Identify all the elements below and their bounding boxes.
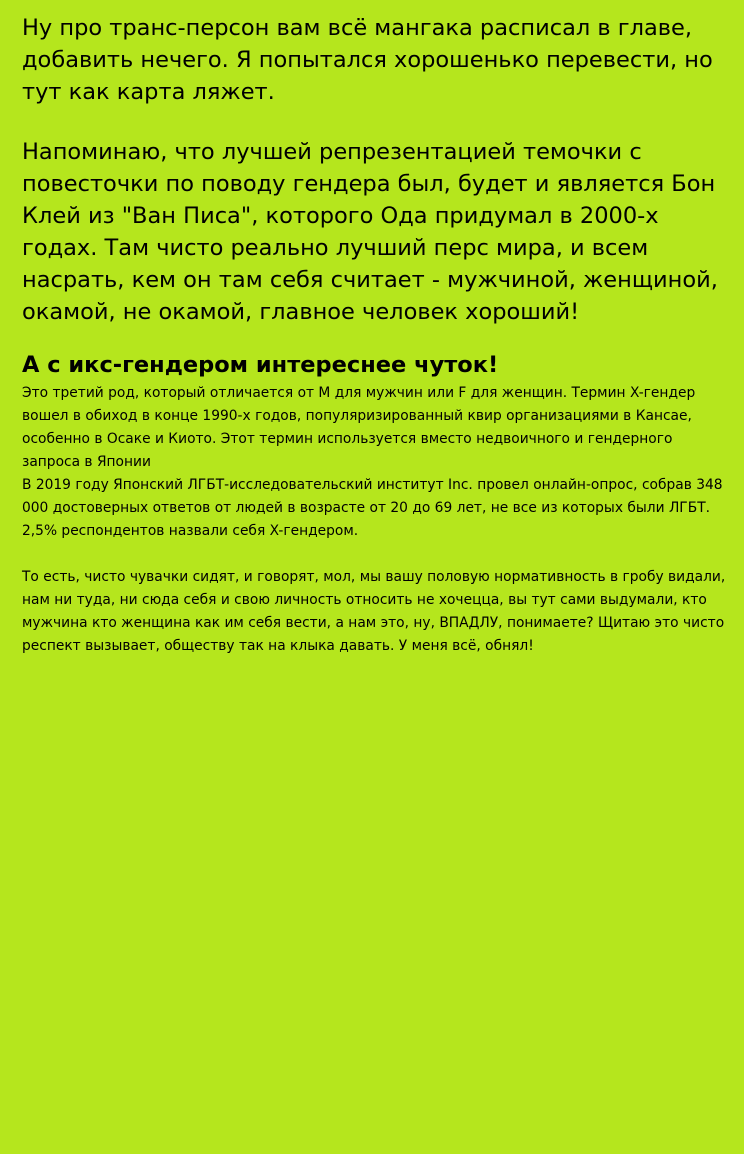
survey-paragraph: В 2019 году Японский ЛГБТ-исследовательский институт Inc. провел онлайн-опрос, собрав 348 000 достоверных ответов от людей в возрасте от 20 до 69 лет, не все из которых были ЛГБТ. 2,5% респондентов назвали себя X-гендером. bbox=[22, 477, 723, 539]
intro-paragraph: Ну про транс-персон вам всё мангака расписал в главе, добавить нечего. Я попытался хорошенько перевести, но тут как карта ляжет. bbox=[22, 15, 713, 105]
x-gender-definition-paragraph: Это третий род, который отличается от М для мужчин или F для женщин. Термин X-гендер вошел в обиход в конце 1990-х годов, популяризированный квир организациями в Кансае, особенно в Осаке и Киото. Этот термин используется вместо недвоичного и гендерного запроса в Японии bbox=[22, 385, 696, 470]
paragraph-spacer bbox=[22, 543, 726, 566]
x-gender-heading: А с икс-гендером интереснее чуток! bbox=[22, 352, 499, 378]
bon-clay-reminder-paragraph: Напоминаю, что лучшей репрезентацией темочки с повесточки по поводу гендера был, будет и является Бон Клей из "Ван Писа", которого Ода придумал в 2000-х годах. Там чисто реально лучший перс мира, и всем насрать, кем он там себя считает - мужчиной, женщиной, окамой, не окамой, главное человек хороший! bbox=[22, 139, 718, 325]
conclusion-paragraph: То есть, чисто чувачки сидят, и говорят, мол, мы вашу половую нормативность в гробу видали, нам ни туда, ни сюда себя и свою личность относить не хочецца, вы тут сами выдумали, кто мужчина кто женщина как им себя вести, а нам это, ну, ВПАДЛУ, понимаете? Щитаю это чисто респект вызывает, обществу так на клыка давать. У меня всё, обнял! bbox=[22, 569, 726, 654]
